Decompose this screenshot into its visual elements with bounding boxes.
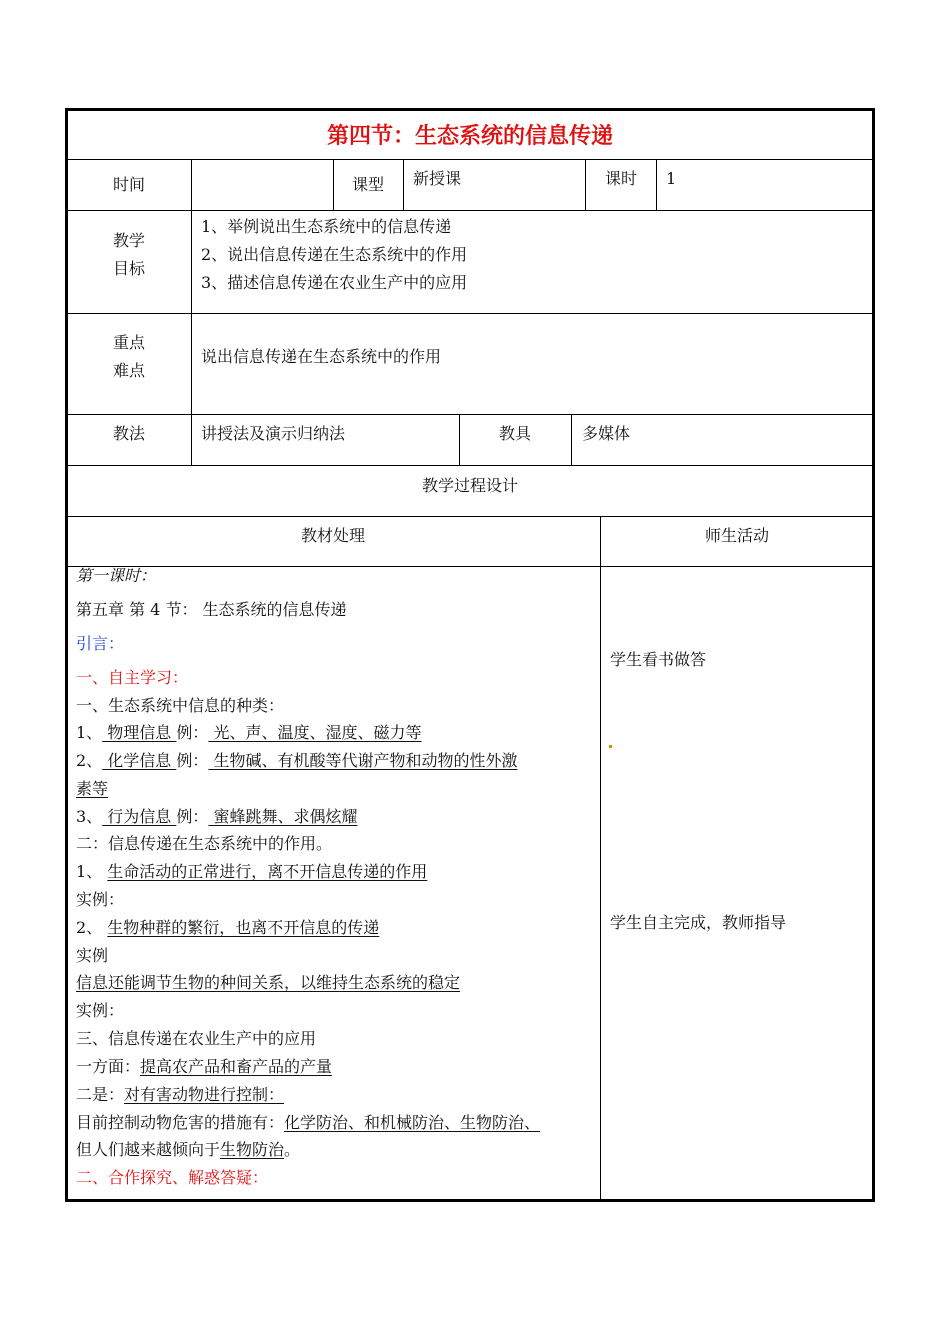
goals-label-2: 目标	[113, 259, 146, 278]
goal-item: 3、描述信息传递在农业生产中的应用	[201, 273, 468, 292]
col-divider	[459, 414, 460, 465]
content-line: 引言：	[76, 634, 125, 653]
col-divider	[333, 160, 334, 210]
col-divider	[191, 160, 192, 465]
content-line: 一、生态系统中信息的种类：	[76, 696, 285, 715]
process-header: 教学过程设计	[421, 476, 518, 495]
row-divider	[66, 516, 874, 517]
dot-mark	[609, 745, 612, 748]
key-text: 说出信息传递在生态系统中的作用	[201, 347, 442, 366]
activity-text: 学生自主完成，教师指导	[610, 913, 787, 932]
key-label-1: 重点	[113, 333, 146, 352]
tools-label: 教具	[499, 424, 532, 443]
method-value: 讲授法及演示归纳法	[201, 424, 346, 443]
content-line: 二是：对有害动物进行控制：	[76, 1085, 285, 1104]
goals-label-1: 教学	[113, 231, 146, 250]
content-line: 三、信息传递在农业生产中的应用	[76, 1029, 317, 1048]
row-divider	[66, 465, 874, 466]
row-divider	[66, 313, 874, 314]
content-line: 3、 行为信息 例： 蜜蜂跳舞、求偶炫耀	[76, 807, 358, 826]
time-label: 时间	[113, 175, 146, 194]
col-divider	[585, 160, 586, 210]
hours-label: 课时	[605, 169, 638, 188]
method-label: 教法	[113, 424, 146, 443]
row-divider	[66, 159, 874, 160]
column-header-activities: 师生活动	[704, 526, 769, 545]
type-label: 课型	[352, 175, 385, 194]
content-line: 二：信息传递在生态系统中的作用。	[76, 834, 333, 853]
content-line: 目前控制动物危害的措施有：化学防治、和机械防治、生物防治、	[76, 1113, 541, 1132]
content-line: 1、 物理信息 例： 光、声、温度、湿度、磁力等	[76, 723, 422, 742]
content-line: 第五章 第 4 节： 生态系统的信息传递	[76, 600, 347, 619]
row-divider	[66, 414, 874, 415]
section-heading: 二、合作探究、解惑答疑：	[76, 1168, 269, 1187]
content-line: 实例	[76, 946, 109, 965]
content-line: 2、 生物种群的繁衍，也离不开信息的传递	[76, 918, 380, 937]
goal-item: 2、说出信息传递在生态系统中的作用	[201, 245, 468, 264]
section-heading: 一、自主学习：	[76, 668, 189, 687]
content-line: 第一课时：	[76, 566, 157, 585]
hours-value: 1	[666, 169, 677, 188]
column-header-materials: 教材处理	[300, 526, 365, 545]
content-line: 实例：	[76, 1001, 125, 1020]
tools-value: 多媒体	[582, 424, 631, 443]
content-line: 实例：	[76, 890, 125, 909]
goal-item: 1、举例说出生态系统中的信息传递	[201, 217, 452, 236]
content-line: 2、 化学信息 例： 生物碱、有机酸等代谢产物和动物的性外激	[76, 751, 518, 770]
col-divider	[600, 516, 601, 1200]
key-label-2: 难点	[113, 361, 146, 380]
content-line: 一方面：提高农产品和畜产品的产量	[76, 1057, 333, 1076]
content-line: 但人们越来越倾向于生物防治。	[76, 1140, 301, 1159]
page-title: 第四节：生态系统的信息传递	[326, 123, 613, 149]
content-line: 素等	[76, 779, 109, 798]
activity-text: 学生看书做答	[610, 650, 707, 669]
type-value: 新授课	[413, 169, 462, 188]
col-divider	[403, 160, 404, 210]
col-divider	[571, 414, 572, 465]
col-divider	[656, 160, 657, 210]
content-line: 信息还能调节生物的种间关系，以维持生态系统的稳定	[76, 973, 461, 992]
row-divider	[66, 566, 874, 567]
content-line: 1、 生命活动的正常进行，离不开信息传递的作用	[76, 862, 428, 881]
row-divider	[66, 210, 874, 211]
